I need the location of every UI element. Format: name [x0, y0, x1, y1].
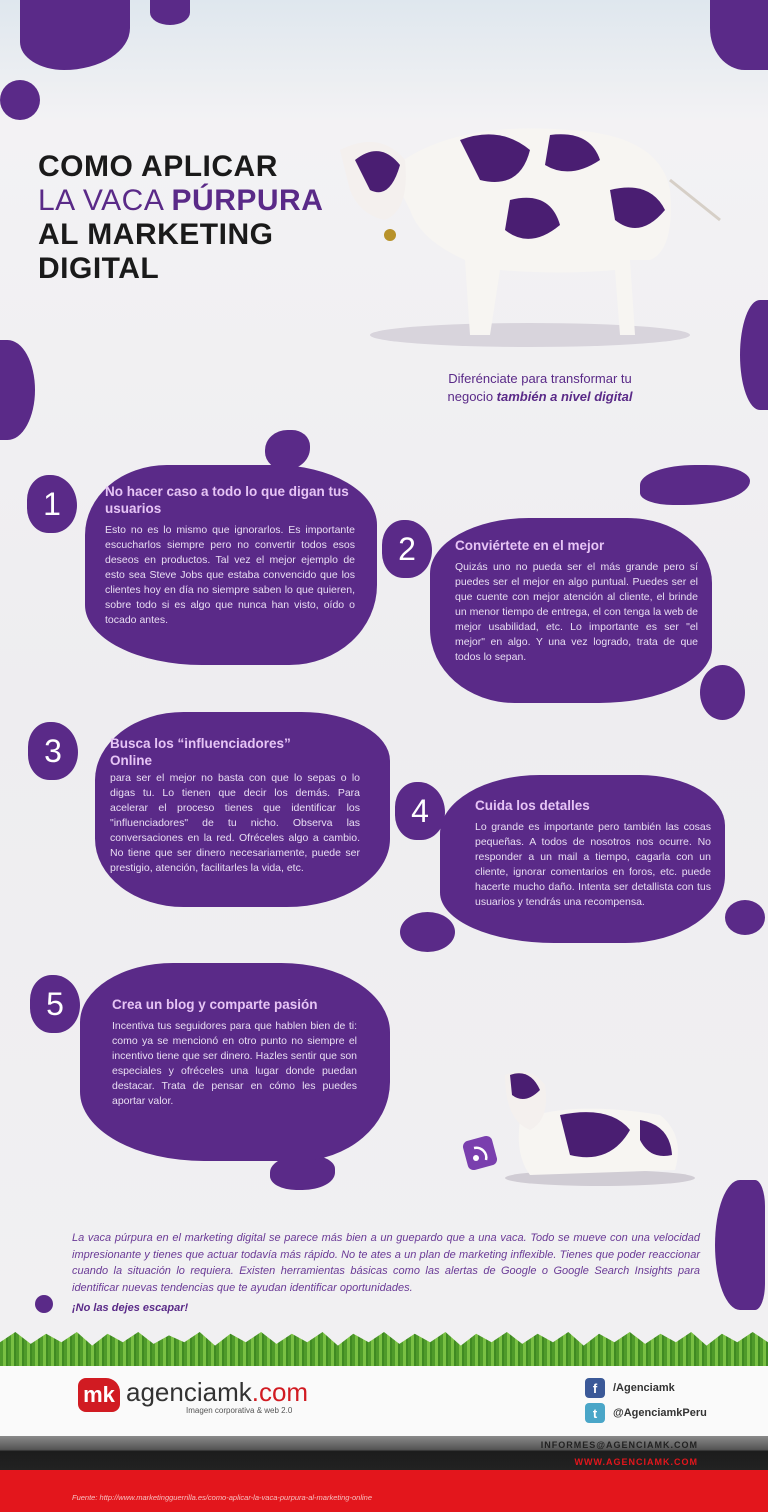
splatter [725, 900, 765, 935]
step-3-card [110, 735, 360, 876]
step-title: Cuida los detalles [475, 798, 590, 813]
step-1-card [105, 483, 355, 628]
splatter [35, 1295, 53, 1313]
twitter-icon: t [585, 1403, 605, 1423]
splatter [0, 80, 40, 120]
step-1-number: 1 [27, 475, 77, 533]
step-title: Crea un blog y comparte pasión [112, 997, 318, 1012]
brand-name: agenciamk [126, 1377, 252, 1407]
step-title: Busca los “influenciadores” Online [110, 736, 291, 768]
facebook-link[interactable] [585, 1378, 675, 1398]
step-5-number: 5 [30, 975, 80, 1033]
brand-tld: .com [251, 1377, 309, 1407]
step-title: No hacer caso a todo lo que digan tus usuarios [105, 484, 349, 516]
twitter-link[interactable] [585, 1403, 707, 1423]
step-2-number: 2 [382, 520, 432, 578]
agenciamk-logo[interactable] [78, 1378, 308, 1416]
step-title: Conviértete en el mejor [455, 538, 605, 553]
conclusion-text: La vaca púrpura en el marketing digital se parece más bien a un guepardo que a una vaca. Todo se mueve con una velocidad impresionante y tienes que actuar todavía más rápido. No te ates a un plan de marketing inflexible. Tienes que poder reaccionar cuando la situación lo requiera. Existen herramientas básicas como las alertas de Google o Google Search Insights para identificar nuevas tendencias que te ayudan identificar oportunidades. [72, 1232, 700, 1294]
subtitle-emphasis: también a nivel digital [496, 389, 633, 404]
footer-red-band [0, 1470, 768, 1512]
twitter-handle: @AgenciamkPeru [613, 1407, 707, 1419]
step-4-number: 4 [395, 782, 445, 840]
step-3-number: 3 [28, 722, 78, 780]
subtitle-text: Diferénciate para transformar tu negocio [447, 371, 632, 404]
logo-text-group [126, 1378, 308, 1416]
step-body: Lo grande es importante pero también las cosas pequeñas. A todos de nosotros nos ocurre. No responder a un mail a tiempo, cagarla con un cliente, ignorar comentarios en foros, etc. puede hacerte mucho daño. Intenta ser detallista con tus usuarios y tendrás una recompensa. [475, 821, 711, 908]
conclusion-cta: ¡No las dejes escapar! [72, 1302, 189, 1314]
step-5-card [112, 996, 357, 1109]
splatter [700, 665, 745, 720]
purple-cow-illustration [330, 110, 730, 355]
email-link[interactable]: INFORMES@AGENCIAMK.COM [540, 1440, 698, 1450]
title-line-part: LA VACA [38, 184, 172, 217]
step-body: para ser el mejor no basta con que lo sepas o lo digas tu. Lo tienen que decir los demás. Para acelerar el proceso tienes que identificar los "influenciadores" de tu nicho. Observa las conversaciones en la red. Ofréceles algo a cambio. No tiene que ser dinero necesariamente, puede ser prestigio, atención, facilitarles la vida, etc. [110, 772, 360, 874]
splatter [400, 912, 455, 952]
source-credit: Fuente: http://www.marketingguerrilla.es/como-aplicar-la-vaca-purpura-al-marketing-online [72, 1493, 372, 1502]
website-link[interactable]: WWW.AGENCIAMK.COM [574, 1457, 698, 1467]
subtitle [430, 370, 650, 406]
title-line: AL MARKETING [38, 218, 274, 251]
step-body: Esto no es lo mismo que ignorarlos. Es importante escucharlos siempre pero no convertir todos esos deseos en productos. Tal vez el mejor ejemplo de esto sea Steve Jobs que estaba convencido que los clientes hoy en día no siempre saben lo que quieren, sobre todo si es algo que nunca han visto, oído o tocado antes. [105, 524, 355, 626]
facebook-handle: /Agenciamk [613, 1382, 675, 1394]
step-4-card [475, 797, 711, 910]
step-body: Incentiva tus seguidores para que hablen bien de ti: como ya se mencionó en otro punto no siempre el incentivo tiene que ser dinero. Hazles sentir que son especiales y ofréceles una lugar donde puedan destacar. Trata de pensar en cómo les puedes aportar valor. [112, 1020, 357, 1107]
title-line: COMO APLICAR [38, 150, 278, 183]
step-2-card [455, 537, 698, 665]
logo-text [126, 1378, 308, 1406]
title-line: DIGITAL [38, 252, 160, 285]
lying-cow-illustration [460, 1060, 700, 1190]
splatter [150, 0, 190, 25]
facebook-icon: f [585, 1378, 605, 1398]
logo-tagline: Imagen corporativa & web 2.0 [186, 1406, 293, 1415]
page-title [38, 150, 323, 286]
conclusion [72, 1230, 700, 1317]
step-body: Quizás uno no pueda ser el más grande pero sí puedes ser el mejor en algo puntual. Puedes ser el que cuente con mejor atención al cliente, el brinde un menor tiempo de entrega, el con tenga la web de mejor usabilidad, etc. Lo importante es ser "el mejor" en algo. Y una vez logrado, trata de que todos lo sepan. [455, 561, 698, 663]
title-line [38, 184, 323, 218]
splatter [715, 1180, 765, 1310]
title-line-part: PÚRPURA [171, 184, 324, 217]
logo-mark: mk [78, 1378, 120, 1412]
